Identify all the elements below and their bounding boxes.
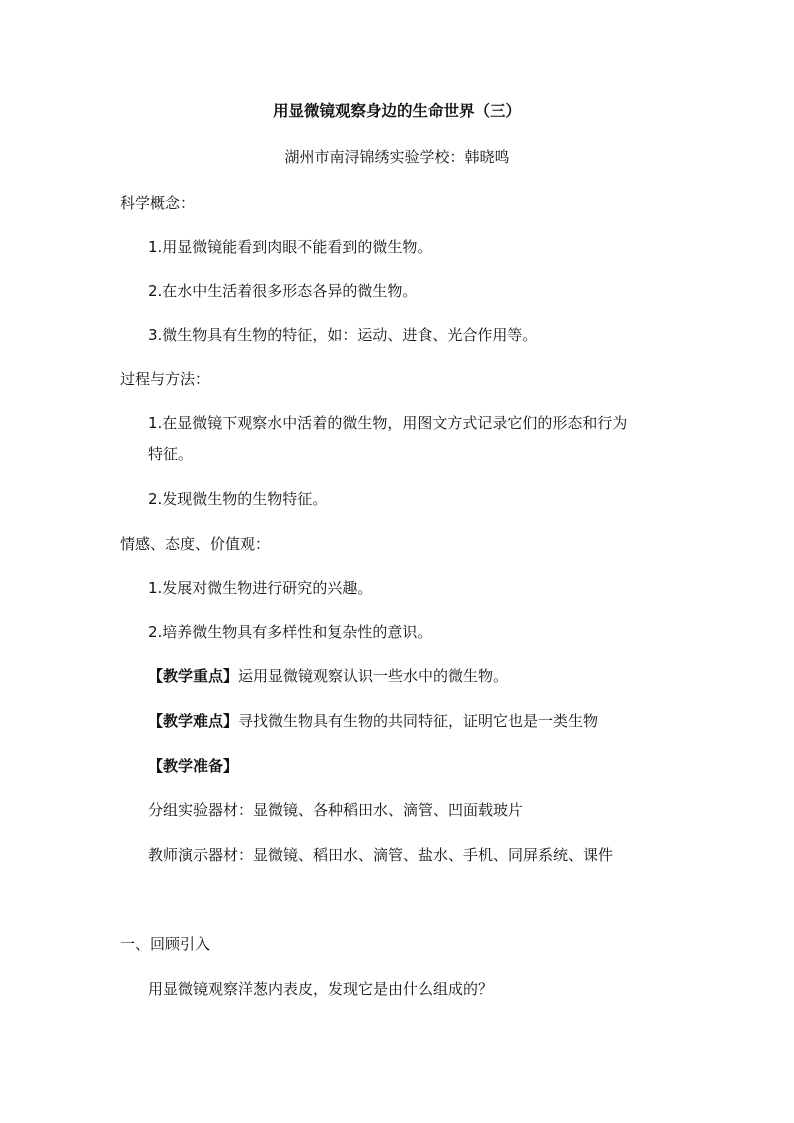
difficulty-text: 寻找微生物具有生物的共同特征，证明它也是一类生物	[238, 712, 599, 730]
concept-item-3: 3.微生物具有生物的特征，如：运动、进食、光合作用等。	[148, 326, 538, 344]
difficulty-point	[148, 711, 598, 731]
process-item-1-line-1: 1.在显微镜下观察水中活着的微生物，用图文方式记录它们的形态和行为	[148, 414, 628, 432]
section-1-text: 用显微镜观察洋葱内表皮，发现它是由什么组成的？	[148, 980, 494, 998]
prep-teacher: 教师演示器材：显微镜、稻田水、滴管、盐水、手机、同屏系统、课件	[148, 846, 614, 864]
prep-group: 分组实验器材：显微镜、各种稻田水、滴管、凹面载玻片	[148, 801, 524, 819]
process-item-2: 2.发现微生物的生物特征。	[148, 490, 328, 508]
section-1-heading: 一、回顾引入	[120, 935, 211, 953]
document-title: 用显微镜观察身边的生命世界（三）	[272, 102, 521, 120]
key-point-label: 【教学重点】	[148, 667, 239, 685]
concept-item-2: 2.在水中生活着很多形态各异的微生物。	[148, 282, 418, 300]
prep-label: 【教学准备】	[148, 757, 239, 775]
author-line: 湖州市南浔锦绣实验学校：韩晓鸣	[284, 148, 510, 166]
emotion-heading: 情感、态度、价值观：	[120, 535, 271, 553]
concept-heading: 科学概念：	[120, 194, 196, 212]
process-item-1-line-2: 特征。	[148, 445, 194, 463]
process-heading: 过程与方法：	[120, 370, 211, 388]
difficulty-label: 【教学难点】	[148, 712, 239, 730]
concept-item-1: 1.用显微镜能看到肉眼不能看到的微生物。	[148, 238, 433, 256]
emotion-item-2: 2.培养微生物具有多样性和复杂性的意识。	[148, 623, 433, 641]
emotion-item-1: 1.发展对微生物进行研究的兴趣。	[148, 579, 373, 597]
key-point	[148, 666, 508, 686]
key-point-text: 运用显微镜观察认识一些水中的微生物。	[238, 667, 509, 685]
